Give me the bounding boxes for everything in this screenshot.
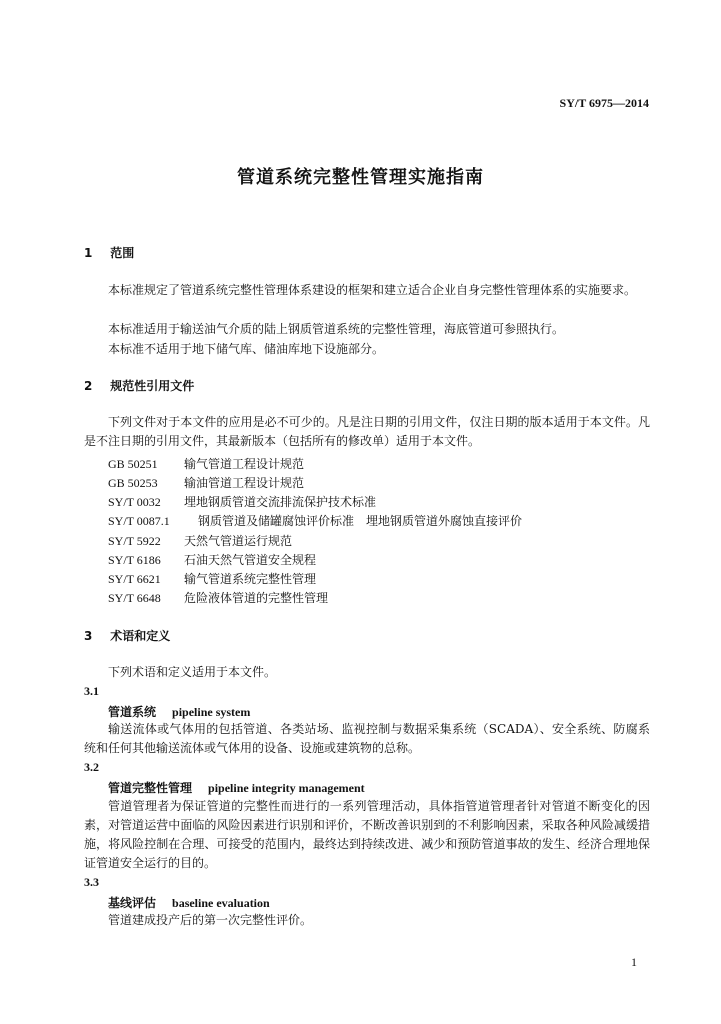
reference-code: SY/T 5922 <box>108 534 161 548</box>
term-en: pipeline integrity management <box>208 781 365 795</box>
term-definition: 管道建成投产后的第一次完整性评价。 <box>108 913 313 927</box>
reference-item <box>108 589 328 606</box>
reference-item <box>108 551 316 568</box>
reference-title: 输气管道系统完整性管理 <box>184 572 317 586</box>
term-en: baseline evaluation <box>172 896 270 910</box>
section-2-title: 规范性引用文件 <box>110 379 195 393</box>
section-1-title: 范围 <box>110 246 135 260</box>
reference-item <box>108 455 304 472</box>
reference-item <box>108 474 304 491</box>
term-zh: 管道完整性管理 <box>108 781 193 795</box>
clause-number: 3.1 <box>84 684 99 698</box>
reference-code: SY/T 6621 <box>108 572 161 586</box>
term-en: pipeline system <box>172 705 251 719</box>
reference-item <box>108 532 292 549</box>
section-1-heading <box>84 244 134 261</box>
section-3-heading <box>84 627 170 644</box>
section-1-number: 1 <box>84 246 93 260</box>
section-2-intro: 下列文件对于本文件的应用是必不可少的。凡是注日期的引用文件，仅注日期的版本适用于本文件。凡是不注日期的引用文件，其最新版本（包括所有的修改单）适用于本文件。 <box>84 415 650 448</box>
section-1-paragraph: 本标准规定了管道系统完整性管理体系建设的框架和建立适合企业自身完整性管理体系的实施要求。 <box>108 283 637 297</box>
term-definition: 管道管理者为保证管道的完整性而进行的一系列管理活动，具体指管道管理者针对管道不断变化的因素，对管道运营中面临的风险因素进行识别和评价，不断改善识别到的不利影响因素，采取各种风险减缓措施，将风险控制在合理、可接受的范围内，最终达到持续改进、减少和预防管道事故的发生、经济合理地保证管道安全运行的目的。 <box>84 799 650 870</box>
document-title: 管道系统完整性管理实施指南 <box>237 167 484 188</box>
page-number: 1 <box>631 955 637 969</box>
reference-item <box>108 512 522 529</box>
reference-code: SY/T 0032 <box>108 495 161 509</box>
clause-number: 3.3 <box>84 875 99 889</box>
reference-title: 危险液体管道的完整性管理 <box>184 591 329 605</box>
clause-number: 3.2 <box>84 760 99 774</box>
reference-code: SY/T 0087.1 <box>108 514 170 528</box>
section-2-heading <box>84 377 194 394</box>
term-zh: 基线评估 <box>108 896 157 910</box>
term-definition: 输送流体或气体用的包括管道、各类站场、监视控制与数据采集系统（SCADA）、安全系统、防腐系统和任何其他输送流体或气体用的设备、设施或建筑物的总称。 <box>84 722 650 755</box>
section-3-intro: 下列术语和定义适用于本文件。 <box>108 665 277 679</box>
reference-title: 石油天然气管道安全规程 <box>184 553 317 567</box>
reference-code: GB 50253 <box>108 476 158 490</box>
reference-item <box>108 570 316 587</box>
reference-title: 埋地钢质管道交流排流保护技术标准 <box>184 495 377 509</box>
reference-code: SY/T 6186 <box>108 553 161 567</box>
standard-code: SY/T 6975—2014 <box>559 96 649 110</box>
section-3-title: 术语和定义 <box>110 629 171 643</box>
reference-code: GB 50251 <box>108 457 158 471</box>
section-1-paragraph: 本标准不适用于地下储气库、储油库地下设施部分。 <box>108 342 385 356</box>
reference-title: 天然气管道运行规范 <box>184 534 293 548</box>
section-2-number: 2 <box>84 379 93 393</box>
reference-item <box>108 493 376 510</box>
term-entry <box>108 779 365 796</box>
term-entry <box>108 703 250 720</box>
term-zh: 管道系统 <box>108 705 157 719</box>
reference-title: 输气管道工程设计规范 <box>184 457 305 471</box>
section-3-number: 3 <box>84 629 93 643</box>
reference-title: 输油管道工程设计规范 <box>184 476 305 490</box>
reference-title: 钢质管道及储罐腐蚀评价标准 埋地钢质管道外腐蚀直接评价 <box>198 514 523 528</box>
term-entry <box>108 894 270 911</box>
section-1-paragraph: 本标准适用于输送油气介质的陆上钢质管道系统的完整性管理，海底管道可参照执行。 <box>108 322 565 336</box>
reference-code: SY/T 6648 <box>108 591 161 605</box>
